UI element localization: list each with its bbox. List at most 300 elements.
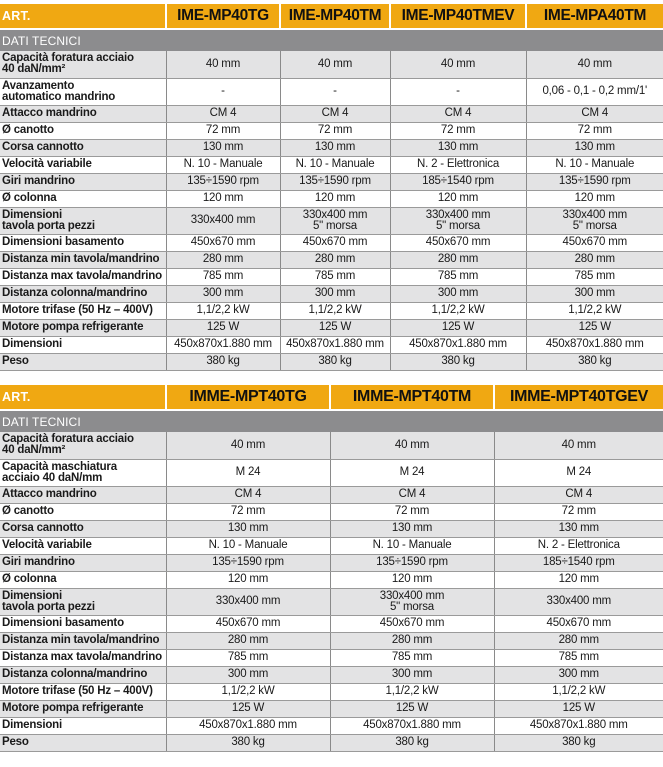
- spec-value-line: 130 mm: [227, 522, 269, 534]
- spec-label-line: Motore trifase (50 Hz – 400V): [2, 685, 153, 697]
- spec-label: [0, 615, 166, 632]
- spec-label: [0, 554, 166, 571]
- spec-value-line: 450x870x1.880 mm: [363, 719, 461, 731]
- spec-row: [0, 234, 663, 251]
- spec-value: [330, 734, 494, 751]
- spec-value: [166, 173, 280, 190]
- spec-value: [166, 319, 280, 336]
- spec-value: [526, 319, 663, 336]
- spec-value: [166, 554, 330, 571]
- spec-value-line: 330x400 mm: [190, 214, 256, 226]
- spec-row: [0, 717, 663, 734]
- spec-value-line: 40 mm: [230, 438, 266, 451]
- spec-value: [526, 122, 663, 139]
- spec-label-line: Attacco mandrino: [2, 107, 97, 119]
- spec-value-line: 130 mm: [202, 141, 244, 153]
- spec-value-line: 120 mm: [202, 192, 244, 204]
- spec-value-line: 125 W: [231, 702, 265, 714]
- spec-row: [0, 649, 663, 666]
- spec-label-line: Giri mandrino: [2, 175, 75, 187]
- spec-value: [166, 734, 330, 751]
- spec-value-line: 125 W: [441, 321, 475, 333]
- spec-value-line: 1,1/2,2 kW: [221, 685, 275, 697]
- spec-value-line: 450x670 mm: [215, 617, 281, 629]
- spec-table-mpt40: [0, 385, 663, 752]
- spec-value-line: 72 mm: [317, 124, 353, 136]
- spec-value: [526, 336, 663, 353]
- spec-value: [330, 700, 494, 717]
- spec-label: [0, 683, 166, 700]
- spec-value: [330, 432, 494, 459]
- spec-row: [0, 503, 663, 520]
- spec-value-line: 450x870x1.880 mm: [545, 338, 644, 350]
- spec-value: [166, 520, 330, 537]
- spec-label-line: Motore pompa refrigerante: [2, 702, 144, 714]
- spec-value: [330, 554, 494, 571]
- spec-label-line: Distanza colonna/mandrino: [2, 668, 148, 680]
- section-title: DATI TECNICI: [0, 29, 663, 51]
- spec-value-line: 40 mm: [577, 57, 612, 70]
- spec-label-line: Capacità maschiatura: [2, 460, 117, 473]
- spec-value: [166, 649, 330, 666]
- spec-value-line: 72 mm: [440, 124, 476, 136]
- spec-value-line: 330x400 mm: [379, 589, 445, 602]
- spec-value-line: 5" morsa: [312, 219, 358, 232]
- spec-value: [166, 700, 330, 717]
- spec-value-line: 280 mm: [314, 253, 356, 265]
- spec-label-line: Corsa cannotto: [2, 141, 84, 153]
- spec-value-line: 450x670 mm: [425, 236, 491, 248]
- spec-value: [166, 503, 330, 520]
- spec-value-line: 125 W: [562, 702, 595, 714]
- spec-row: [0, 632, 663, 649]
- spec-value: [280, 319, 390, 336]
- spec-value-line: 330x400 mm: [562, 208, 627, 221]
- spec-value-line: CM 4: [565, 488, 593, 500]
- spec-value-line: 280 mm: [558, 634, 599, 646]
- spec-value-line: 450x870x1.880 mm: [199, 719, 297, 731]
- spec-value: [330, 503, 494, 520]
- spec-value-line: 5" morsa: [435, 219, 481, 232]
- spec-value: [390, 251, 526, 268]
- spec-row: [0, 615, 663, 632]
- spec-value-line: 125 W: [318, 321, 352, 333]
- spec-label: [0, 122, 166, 139]
- spec-value-line: 130 mm: [437, 141, 479, 153]
- spec-label: [0, 353, 166, 370]
- spec-value: [494, 571, 663, 588]
- spec-value-line: M 24: [399, 466, 425, 478]
- spec-label-line: Distanza colonna/mandrino: [2, 287, 148, 299]
- spec-row: [0, 336, 663, 353]
- model-header: IME-MPA40TM: [526, 4, 663, 29]
- spec-label-line: Attacco mandrino: [2, 488, 97, 500]
- spec-value-line: 120 mm: [391, 573, 433, 585]
- spec-label-line: Distanza max tavola/mandrino: [2, 651, 162, 663]
- spec-value: [166, 78, 280, 105]
- spec-value: [166, 285, 280, 302]
- spec-label-line: Corsa cannotto: [2, 522, 84, 534]
- spec-value-line: 785 mm: [558, 651, 599, 663]
- spec-value: [494, 588, 663, 615]
- spec-value-line: 450x870x1.880 mm: [286, 338, 384, 350]
- spec-value-line: 125 W: [578, 321, 611, 333]
- spec-value: [330, 649, 494, 666]
- spec-value: [166, 234, 280, 251]
- spec-label-line: Dimensioni: [2, 208, 62, 221]
- spec-value-line: 280 mm: [574, 253, 615, 265]
- spec-label: [0, 588, 166, 615]
- spec-value-line: 300 mm: [391, 668, 433, 680]
- spec-value: [280, 336, 390, 353]
- spec-label: [0, 302, 166, 319]
- spec-row: [0, 105, 663, 122]
- spec-label: [0, 105, 166, 122]
- spec-value-line: 5" morsa: [389, 600, 435, 613]
- spec-label-line: Motore pompa refrigerante: [2, 321, 144, 333]
- spec-value: [526, 207, 663, 234]
- spec-value: [494, 700, 663, 717]
- spec-value: [166, 486, 330, 503]
- spec-value-line: 1,1/2,2 kW: [568, 304, 622, 316]
- spec-value: [166, 615, 330, 632]
- spec-row: [0, 554, 663, 571]
- spec-value-line: 785 mm: [437, 270, 479, 282]
- spec-label: [0, 207, 166, 234]
- spec-label: [0, 190, 166, 207]
- spec-value: [390, 319, 526, 336]
- spec-value: [166, 207, 280, 234]
- spec-row: [0, 319, 663, 336]
- spec-value-line: CM 4: [234, 488, 262, 500]
- spec-value-line: 450x670 mm: [379, 617, 445, 629]
- spec-value-line: 72 mm: [205, 124, 241, 136]
- spec-value: [494, 649, 663, 666]
- spec-value-line: 330x400 mm: [302, 208, 368, 221]
- spec-value: [280, 285, 390, 302]
- spec-row: [0, 571, 663, 588]
- spec-row: [0, 156, 663, 173]
- spec-row: [0, 666, 663, 683]
- spec-value: [390, 234, 526, 251]
- spec-row: [0, 285, 663, 302]
- spec-value-line: -: [456, 85, 460, 97]
- spec-value: [494, 459, 663, 486]
- spec-label: [0, 319, 166, 336]
- art-label: ART.: [0, 4, 166, 29]
- spec-value: [166, 588, 330, 615]
- model-header: IMME-MPT40TGEV: [494, 385, 663, 410]
- spec-value: [166, 302, 280, 319]
- section-title: DATI TECNICI: [0, 410, 663, 432]
- spec-label-line: 40 daN/mm²: [2, 444, 66, 457]
- spec-value-line: 72 mm: [561, 505, 596, 517]
- spec-value-line: 130 mm: [558, 522, 599, 534]
- spec-value: [390, 139, 526, 156]
- spec-value-line: 785 mm: [391, 651, 433, 663]
- spec-value: [166, 51, 280, 78]
- spec-label-line: tavola porta pezzi: [2, 219, 95, 232]
- spec-value: [526, 51, 663, 78]
- spec-value: [526, 234, 663, 251]
- spec-value: [166, 268, 280, 285]
- spec-label-line: Distanza min tavola/mandrino: [2, 634, 160, 646]
- spec-value: [494, 486, 663, 503]
- spec-value: [390, 336, 526, 353]
- spec-value: [526, 156, 663, 173]
- spec-value: [526, 139, 663, 156]
- spec-label: [0, 486, 166, 503]
- spec-label: [0, 459, 166, 486]
- spec-value-line: -: [333, 85, 337, 97]
- spec-value: [280, 268, 390, 285]
- spec-label-line: Distanza min tavola/mandrino: [2, 253, 160, 265]
- spec-label: [0, 336, 166, 353]
- spec-value: [166, 190, 280, 207]
- spec-row: [0, 486, 663, 503]
- spec-value: [166, 122, 280, 139]
- model-header: IMME-MPT40TM: [330, 385, 494, 410]
- spec-value-line: 40 mm: [205, 57, 241, 70]
- spec-value-line: 330x400 mm: [215, 595, 281, 607]
- spec-row: [0, 302, 663, 319]
- spec-value: [330, 459, 494, 486]
- spec-label: [0, 503, 166, 520]
- spec-value-line: 40 mm: [561, 438, 596, 451]
- spec-value: [280, 51, 390, 78]
- spec-value-line: 185÷1540 rpm: [542, 556, 615, 568]
- spec-value-line: 300 mm: [558, 668, 599, 680]
- model-header: IME-MP40TG: [166, 4, 280, 29]
- spec-value: [390, 302, 526, 319]
- spec-value: [390, 268, 526, 285]
- spec-value-line: N. 2 - Elettronica: [416, 158, 500, 170]
- spec-value-line: 380 kg: [441, 355, 475, 367]
- spec-label: [0, 268, 166, 285]
- spec-value-line: N. 10 - Manuale: [555, 158, 635, 170]
- spec-value-line: 120 mm: [227, 573, 269, 585]
- model-header: IME-MP40TM: [280, 4, 390, 29]
- spec-label-line: Ø colonna: [2, 573, 57, 585]
- spec-value-line: 135÷1590 rpm: [187, 175, 259, 187]
- spec-row: [0, 251, 663, 268]
- spec-value: [166, 251, 280, 268]
- spec-label: [0, 139, 166, 156]
- spec-value: [390, 173, 526, 190]
- spec-value-line: 130 mm: [314, 141, 356, 153]
- spec-row: [0, 520, 663, 537]
- spec-value-line: 120 mm: [314, 192, 356, 204]
- spec-label-line: Dimensioni basamento: [2, 236, 124, 248]
- spec-value: [494, 537, 663, 554]
- spec-value-line: 450x670 mm: [562, 236, 627, 248]
- spec-value-line: 120 mm: [574, 192, 615, 204]
- model-header: IME-MP40TMEV: [390, 4, 526, 29]
- spec-value: [166, 156, 280, 173]
- spec-value: [390, 78, 526, 105]
- spec-value-line: 135÷1590 rpm: [376, 556, 448, 568]
- spec-value-line: M 24: [235, 466, 261, 478]
- spec-value: [166, 571, 330, 588]
- spec-label: [0, 432, 166, 459]
- spec-label: [0, 571, 166, 588]
- spec-label-line: acciaio 40 daN/mm: [2, 471, 103, 484]
- spec-row: [0, 207, 663, 234]
- spec-table-body: [0, 4, 663, 370]
- spec-value: [166, 459, 330, 486]
- spec-value-line: 330x400 mm: [425, 208, 491, 221]
- spec-value-line: 130 mm: [574, 141, 615, 153]
- spec-value: [330, 520, 494, 537]
- spec-value: [390, 51, 526, 78]
- spec-value: [280, 122, 390, 139]
- spec-row: [0, 190, 663, 207]
- spec-label: [0, 78, 166, 105]
- spec-value: [280, 173, 390, 190]
- spec-value-line: 135÷1590 rpm: [212, 556, 284, 568]
- spec-value: [330, 588, 494, 615]
- spec-label-line: Ø colonna: [2, 192, 57, 204]
- spec-label: [0, 173, 166, 190]
- spec-value-line: 450x670 mm: [190, 236, 256, 248]
- header-row: [0, 385, 663, 410]
- spec-value-line: N. 2 - Elettronica: [537, 539, 620, 551]
- spec-value: [166, 537, 330, 554]
- spec-value: [390, 353, 526, 370]
- spec-label-line: Dimensioni: [2, 589, 62, 602]
- spec-value-line: 1,1/2,2 kW: [196, 304, 250, 316]
- spec-value: [494, 432, 663, 459]
- spec-value-line: 450x670 mm: [302, 236, 368, 248]
- spec-value-line: 300 mm: [314, 287, 356, 299]
- spec-label-line: Velocità variabile: [2, 539, 92, 551]
- model-header: IMME-MPT40TG: [166, 385, 330, 410]
- spec-value-line: 120 mm: [558, 573, 599, 585]
- spec-table-body: [0, 385, 663, 751]
- spec-value: [390, 105, 526, 122]
- spec-value: [494, 554, 663, 571]
- spec-value-line: CM 4: [398, 488, 426, 500]
- spec-label-line: automatico mandrino: [2, 90, 116, 103]
- spec-value-line: 40 mm: [317, 57, 353, 70]
- spec-value: [330, 537, 494, 554]
- spec-label: [0, 649, 166, 666]
- spec-value: [526, 173, 663, 190]
- spec-value: [494, 632, 663, 649]
- header-row: [0, 4, 663, 29]
- spec-value-line: 185÷1540 rpm: [422, 175, 494, 187]
- spec-label-line: Velocità variabile: [2, 158, 92, 170]
- spec-value-line: 450x670 mm: [546, 617, 611, 629]
- spec-value-line: 380 kg: [562, 736, 596, 748]
- spec-label: [0, 251, 166, 268]
- spec-value: [280, 139, 390, 156]
- spec-value: [166, 683, 330, 700]
- spec-value-line: 125 W: [206, 321, 240, 333]
- spec-row: [0, 139, 663, 156]
- spec-value: [280, 251, 390, 268]
- spec-label-line: Motore trifase (50 Hz – 400V): [2, 304, 153, 316]
- spec-row: [0, 734, 663, 751]
- spec-value-line: 0,06 - 0,1 - 0,2 mm/1': [542, 85, 648, 97]
- spec-row: [0, 683, 663, 700]
- spec-value: [166, 105, 280, 122]
- spec-label: [0, 234, 166, 251]
- spec-value-line: 380 kg: [578, 355, 612, 367]
- art-label: ART.: [0, 385, 166, 410]
- spec-value: [280, 78, 390, 105]
- spec-value: [166, 632, 330, 649]
- spec-value: [526, 78, 663, 105]
- spec-value-line: 1,1/2,2 kW: [431, 304, 485, 316]
- spec-value-line: 280 mm: [227, 634, 269, 646]
- spec-value-line: 380 kg: [206, 355, 240, 367]
- spec-label: [0, 734, 166, 751]
- spec-value: [494, 717, 663, 734]
- spec-value: [494, 615, 663, 632]
- spec-value-line: N. 10 - Manuale: [208, 539, 288, 551]
- spec-value: [280, 156, 390, 173]
- spec-label: [0, 156, 166, 173]
- spec-value: [166, 336, 280, 353]
- spec-value-line: 40 mm: [440, 57, 476, 70]
- spec-value: [280, 105, 390, 122]
- spec-label: [0, 537, 166, 554]
- spec-value: [330, 486, 494, 503]
- spec-value: [390, 122, 526, 139]
- spec-value-line: 785 mm: [227, 651, 269, 663]
- spec-value: [390, 156, 526, 173]
- spec-value-line: CM 4: [321, 107, 349, 119]
- spec-value-line: CM 4: [209, 107, 237, 119]
- spec-value-line: 450x870x1.880 mm: [174, 338, 272, 350]
- spec-value-line: M 24: [566, 466, 592, 478]
- spec-label: [0, 632, 166, 649]
- spec-value-line: 380 kg: [318, 355, 352, 367]
- spec-value: [330, 666, 494, 683]
- spec-row: [0, 51, 663, 78]
- spec-value: [526, 190, 663, 207]
- spec-value: [166, 666, 330, 683]
- spec-label-line: Distanza max tavola/mandrino: [2, 270, 162, 282]
- spec-value: [494, 520, 663, 537]
- spec-value: [330, 615, 494, 632]
- spec-value: [526, 353, 663, 370]
- spec-value: [494, 734, 663, 751]
- spec-row: [0, 353, 663, 370]
- spec-label-line: Giri mandrino: [2, 556, 75, 568]
- spec-value-line: CM 4: [581, 107, 609, 119]
- spec-value: [166, 139, 280, 156]
- spec-label-line: Ø canotto: [2, 505, 54, 517]
- spec-value-line: 785 mm: [314, 270, 356, 282]
- spec-value: [330, 632, 494, 649]
- spec-value-line: N. 10 - Manuale: [295, 158, 375, 170]
- spec-value-line: 300 mm: [202, 287, 244, 299]
- spec-value-line: 280 mm: [391, 634, 433, 646]
- spec-value-line: -: [221, 85, 225, 97]
- spec-value-line: 330x400 mm: [546, 595, 611, 607]
- spec-value: [166, 353, 280, 370]
- spec-label: [0, 51, 166, 78]
- spec-value: [526, 285, 663, 302]
- spec-row: [0, 537, 663, 554]
- spec-row: [0, 588, 663, 615]
- spec-value: [526, 251, 663, 268]
- spec-label: [0, 285, 166, 302]
- section-row: [0, 410, 663, 432]
- spec-table-mp40: [0, 4, 663, 371]
